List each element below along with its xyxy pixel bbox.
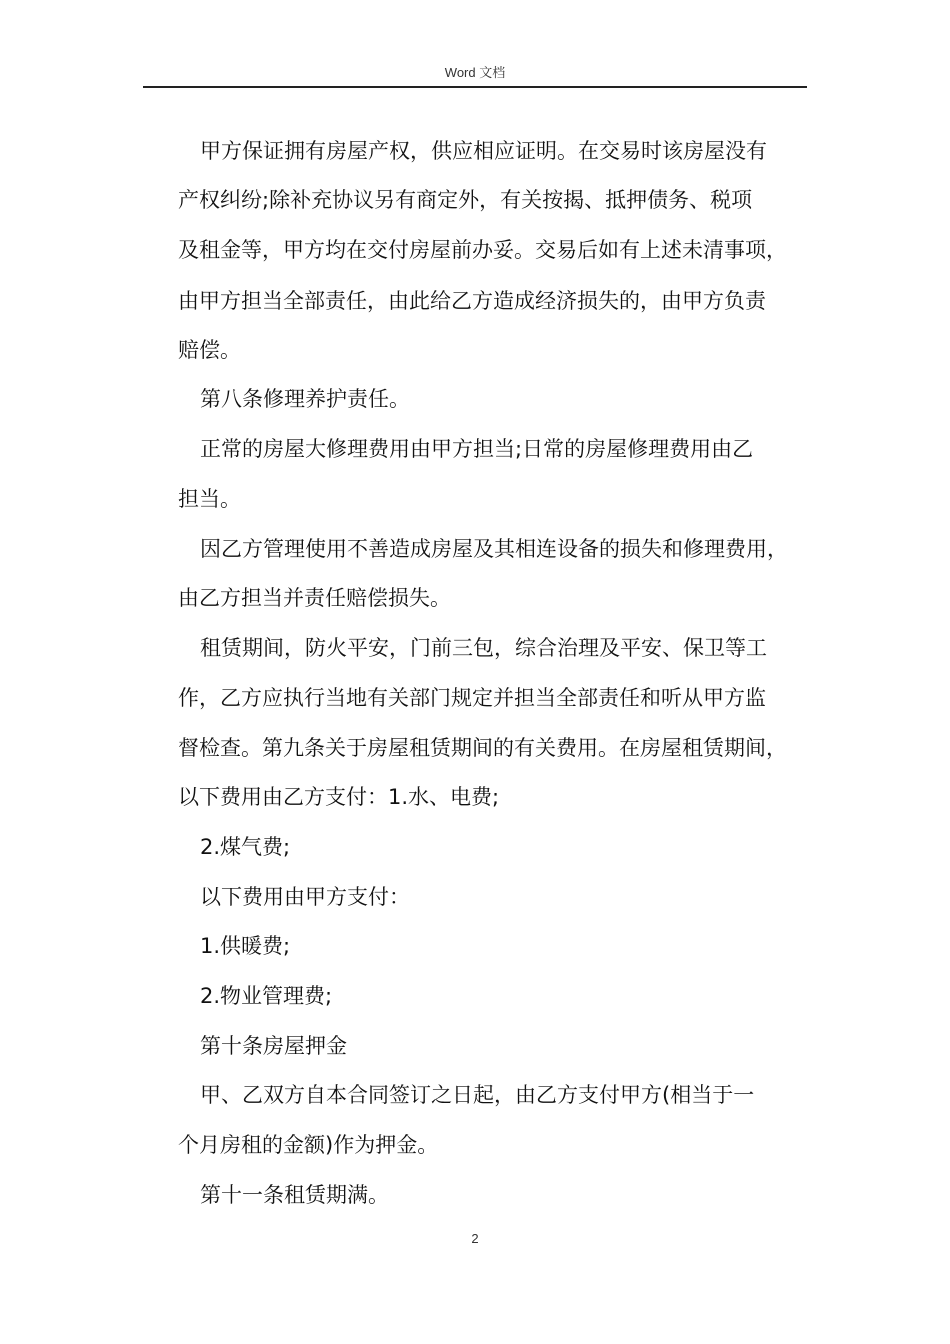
text-line: 甲方保证拥有房屋产权，供应相应证明。在交易时该房屋没有 — [200, 139, 767, 163]
text-line: 担当。 — [178, 487, 241, 511]
page-number: 2 — [471, 1231, 479, 1246]
text-line: 2.物业管理费; — [200, 984, 333, 1008]
text-line: 作，乙方应执行当地有关部门规定并担当全部责任和听从甲方监 — [178, 686, 766, 710]
text-line: 第十一条租赁期满。 — [200, 1183, 389, 1207]
text-line: 以下费用由乙方支付：1.水、电费; — [178, 785, 500, 809]
text-line: 正常的房屋大修理费用由甲方担当;日常的房屋修理费用由乙 — [200, 437, 754, 461]
text-line: 以下费用由甲方支付： — [200, 885, 410, 909]
text-line: 第十条房屋押金 — [200, 1034, 347, 1058]
text-line: 赔偿。 — [178, 338, 241, 362]
text-line: 产权纠纷;除补充协议另有商定外，有关按揭、抵押债务、税项 — [178, 188, 753, 212]
text-line: 租赁期间，防火平安，门前三包，综合治理及平安、保卫等工 — [200, 636, 767, 660]
header-divider — [143, 86, 807, 88]
text-line: 个月房租的金额)作为押金。 — [178, 1133, 439, 1157]
text-line: 2.煤气费; — [200, 835, 291, 859]
text-line: 因乙方管理使用不善造成房屋及其相连设备的损失和修理费用， — [200, 537, 788, 561]
text-line: 由甲方担当全部责任，由此给乙方造成经济损失的，由甲方负责 — [178, 289, 766, 313]
text-line: 1.供暖费; — [200, 934, 291, 958]
text-line: 第八条修理养护责任。 — [200, 387, 410, 411]
text-line: 及租金等，甲方均在交付房屋前办妥。交易后如有上述未清事项， — [178, 238, 787, 262]
text-line: 甲、乙双方自本合同签订之日起，由乙方支付甲方(相当于一 — [200, 1083, 755, 1107]
text-line: 督检查。第九条关于房屋租赁期间的有关费用。在房屋租赁期间， — [178, 736, 787, 760]
page-header: Word 文档 — [444, 65, 506, 80]
text-line: 由乙方担当并责任赔偿损失。 — [178, 586, 451, 610]
